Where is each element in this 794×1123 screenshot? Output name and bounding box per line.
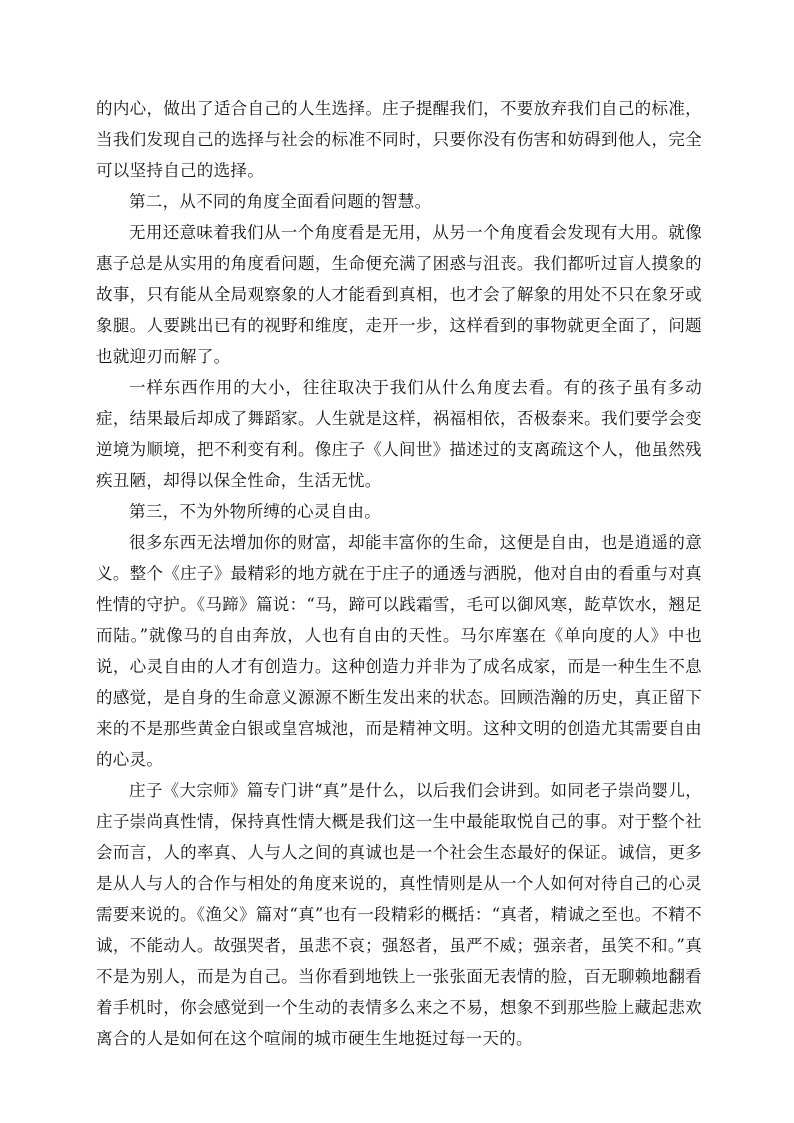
paragraph-6: 很多东西无法增加你的财富，却能丰富你的生命，这便是自由，也是逍遥的意义。整个《庄子》最精彩的地方就在于庄子的通透与洒脱，他对自由的看重与对真性情的守护。《马蹄》篇说：“马，蹄可以践霜雪，毛可以御风寒，龁草饮水，翘足而陆。”就像马的自由奔放，人也有自由的天性。马尔库塞在《单向度的人》中也说，心灵自由的人才有创造力。这种创造力并非为了成名成家，而是一种生生不息的感觉，是自身的生命意义源源不断生发出来的状态。回顾浩瀚的历史，真正留下来的不是那些黄金白银或皇宫城池，而是精神文明。这种文明的创造尤其需要自由的心灵。 (96, 533, 702, 769)
paragraph-1: 的内心，做出了适合自己的人生选择。庄子提醒我们，不要放弃我们自己的标准，当我们发现自己的选择与社会的标准不同时，只要你没有伤害和妨碍到他人，完全可以坚持自己的选择。 (96, 99, 702, 180)
body-text (96, 93, 702, 1054)
paragraph-3: 无用还意味着我们从一个角度看是无用，从另一个角度看会发现有大用。就像惠子总是从实用的角度看问题，生命便充满了困惑与沮丧。我们都听过盲人摸象的故事，只有能从全局观察象的人才能看到真相，也才会了解象的用处不只在象牙或象腿。人要跳出已有的视野和维度，走开一步，这样看到的事物就更全面了，问题也就迎刃而解了。 (96, 223, 702, 366)
paragraph-4: 一样东西作用的大小，往往取决于我们从什么角度去看。有的孩子虽有多动症，结果最后却成了舞蹈家。人生就是这样，祸福相依，否极泰来。我们要学会变逆境为顺境，把不利变有利。像庄子《人间世》描述过的支离疏这个人，他虽然残疾丑陋，却得以保全性命，生活无忧。 (96, 378, 702, 490)
paragraph-2-heading: 第二，从不同的角度全面看问题的智慧。 (129, 192, 432, 211)
paragraph-7: 庄子《大宗师》篇专门讲“真”是什么，以后我们会讲到。如同老子崇尚婴儿，庄子崇尚真性情，保持真性情大概是我们这一生中最能取悦自己的事。对于整个社会而言，人的率真、人与人之间的真诚也是一个社会生态最好的保证。诚信，更多是从人与人的合作与相处的角度来说的，真性情则是从一个人如何对待自己的心灵需要来说的。《渔父》篇对“真”也有一段精彩的概括：“真者，精诚之至也。不精不诚，不能动人。故强哭者，虽悲不哀；强怒者，虽严不威；强亲者，虽笑不和。”真不是为别人，而是为自己。当你看到地铁上一张张面无表情的脸，百无聊赖地翻看着手机时，你会感觉到一个生动的表情多么来之不易，想象不到那些脸上藏起悲欢离合的人是如何在这个喧闹的城市硬生生地挺过每一天的。 (96, 781, 702, 1048)
paragraph-5-heading: 第三，不为外物所缚的心灵自由。 (129, 502, 381, 521)
